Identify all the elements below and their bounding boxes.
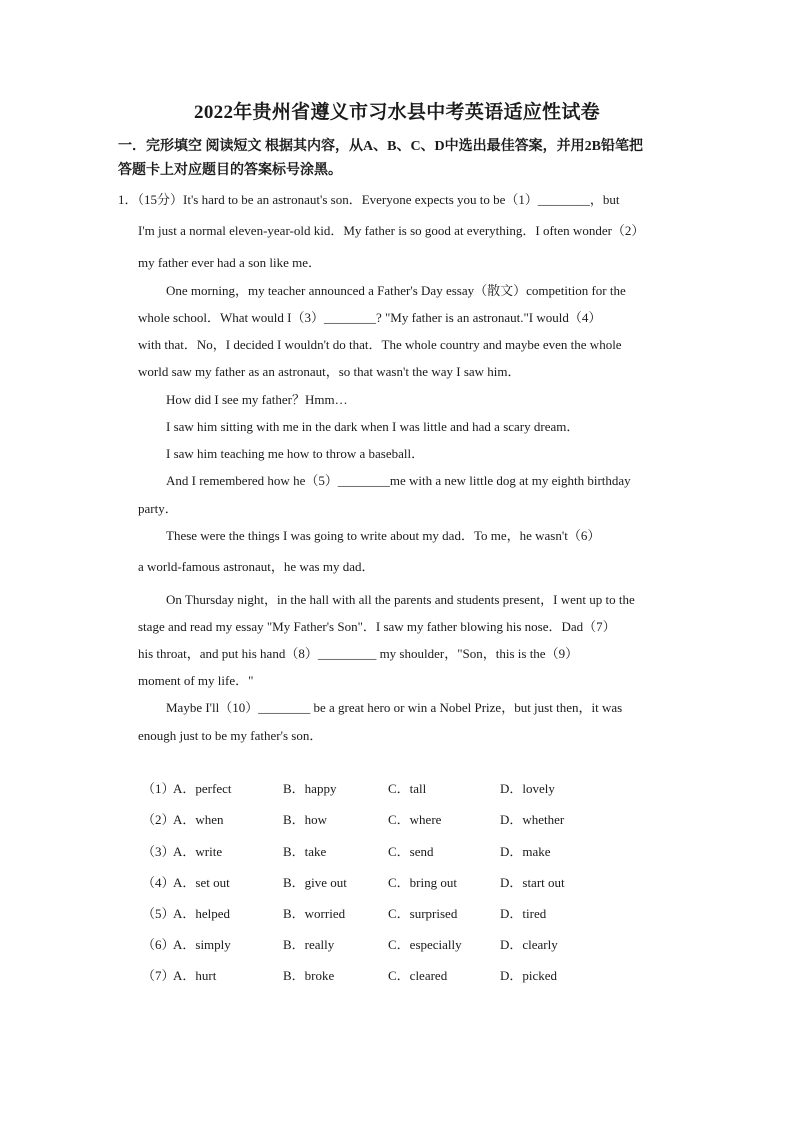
option-a: A．hurt — [173, 968, 217, 983]
passage-line: world saw my father as an astronaut，so that wasn't the way I saw him． — [138, 364, 521, 379]
passage-line: On Thursday night，in the hall with all the parents and students present，I went up to the — [166, 592, 635, 607]
option-d: D．whether — [500, 812, 565, 827]
passage-line: moment of my life．" — [138, 673, 254, 688]
passage-line: with that．No，I decided I wouldn't do that．The whole country and maybe even the whole — [138, 337, 622, 352]
passage-line: How did I see my father？Hmm… — [166, 392, 348, 407]
option-b: B．worried — [283, 906, 346, 921]
passage-line: And I remembered how he（5）________me with a new little dog at my eighth birthday — [166, 473, 631, 488]
option-d: D．lovely — [500, 781, 555, 796]
option-number: （2） — [142, 812, 175, 827]
option-c: C．tall — [388, 781, 427, 796]
option-number: （4） — [142, 875, 175, 890]
option-c: C．send — [388, 844, 434, 859]
passage-line: enough just to be my father's son． — [138, 728, 323, 743]
passage-line: his throat，and put his hand（8）_________ my shoulder，"Son，this is the（9） — [138, 646, 579, 661]
option-c: C．bring out — [388, 875, 457, 890]
passage-line: I saw him teaching me how to throw a baseball． — [166, 446, 425, 461]
passage-line: I'm just a normal eleven-year-old kid．My father is so good at everything．I often wonder（2） — [138, 223, 645, 238]
option-d: D．tired — [500, 906, 547, 921]
option-d: D．picked — [500, 968, 558, 983]
option-b: B．broke — [283, 968, 335, 983]
option-a: A．helped — [173, 906, 231, 921]
passage-line: These were the things I was going to write about my dad．To me，he wasn't（6） — [166, 528, 601, 543]
option-number: （5） — [142, 906, 175, 921]
passage-line: party． — [138, 501, 178, 516]
passage-line: a world-famous astronaut，he was my dad． — [138, 559, 375, 574]
option-d: D．start out — [500, 875, 565, 890]
page-title: 2022年贵州省遵义市习水县中考英语适应性试卷 — [194, 102, 600, 123]
passage-line: 1．（15分）It's hard to be an astronaut's son．Everyone expects you to be（1）________，but — [118, 192, 620, 207]
option-d: D．clearly — [500, 937, 558, 952]
option-c: C．surprised — [388, 906, 458, 921]
option-number: （7） — [142, 968, 175, 983]
option-b: B．how — [283, 812, 328, 827]
option-number: （1） — [142, 781, 175, 796]
option-number: （6） — [142, 937, 175, 952]
passage-line: stage and read my essay "My Father's Son"．I saw my father blowing his nose．Dad（7） — [138, 619, 616, 634]
option-a: A．when — [173, 812, 224, 827]
passage-line: Maybe I'll（10）________ be a great hero or win a Nobel Prize，but just then，it was — [166, 700, 623, 715]
section-instructions-line-1: 一．完形填空 阅读短文 根据其内容，从A、B、C、D中选出最佳答案，并用2B铅笔把 — [118, 139, 644, 154]
option-a: A．set out — [173, 875, 230, 890]
option-d: D．make — [500, 844, 551, 859]
option-a: A．simply — [173, 937, 231, 952]
option-a: A．write — [173, 844, 223, 859]
passage-line: I saw him sitting with me in the dark when I was little and had a scary dream． — [166, 419, 580, 434]
option-a: A．perfect — [173, 781, 232, 796]
option-b: B．really — [283, 937, 335, 952]
option-b: B．give out — [283, 875, 347, 890]
option-c: C．cleared — [388, 968, 448, 983]
section-instructions — [118, 135, 678, 183]
option-c: C．where — [388, 812, 442, 827]
option-b: B．happy — [283, 781, 337, 796]
option-number: （3） — [142, 844, 175, 859]
passage-line: One morning，my teacher announced a Father's Day essay（散文）competition for the — [166, 283, 626, 298]
section-instructions-line-2: 答题卡上对应题目的答案标号涂黑。 — [118, 163, 342, 178]
passage-line: whole school．What would I（3）________? "My father is an astronaut."I would（4） — [138, 310, 602, 325]
passage-line: my father ever had a son like me． — [138, 255, 322, 270]
option-b: B．take — [283, 844, 327, 859]
option-c: C．especially — [388, 937, 462, 952]
